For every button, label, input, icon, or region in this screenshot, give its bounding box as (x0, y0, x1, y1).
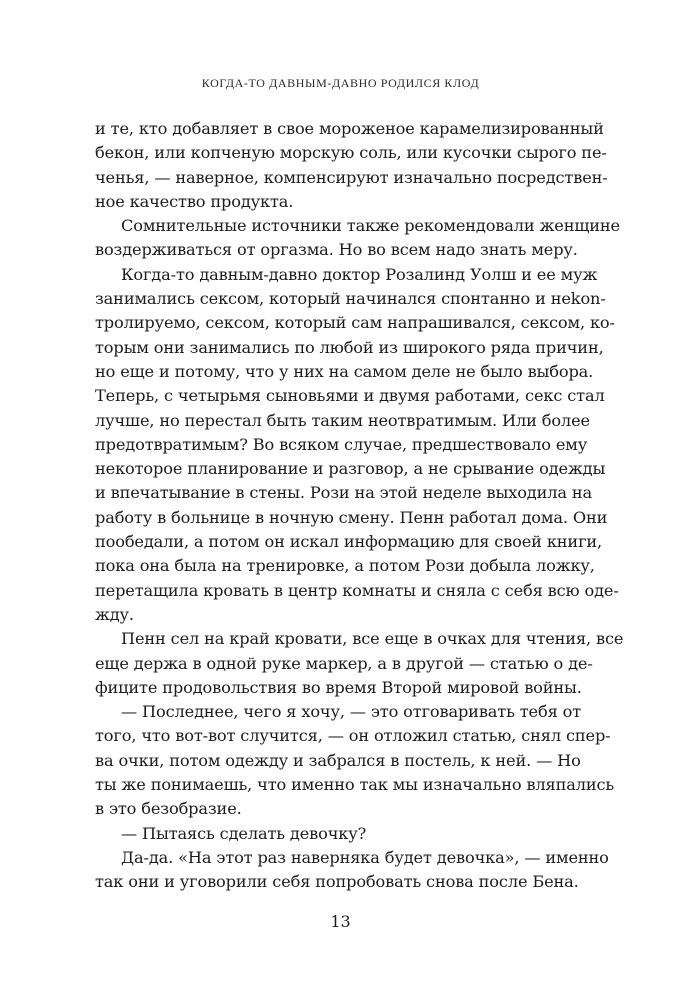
text-line: ченья, — наверное, компенсируют изначально посредствен- (95, 167, 608, 187)
text-line: Теперь, с четырьмя сыновьями и двумя работами, секс стал (95, 386, 605, 406)
text-line: тролируемо, сексом, который сам напрашивался, сексом, ко- (95, 313, 615, 333)
text-line: воздерживаться от оргазма. Но во всем надо знать меру. (95, 240, 578, 260)
text-line: торым они занимались по любой из широкого ряда причин, (95, 337, 604, 357)
text-line: ты же понимаешь, что именно так мы изначально вляпались (95, 775, 615, 795)
text-line: и те, кто добавляет в свое мороженое карамелизированный (95, 119, 604, 138)
text-line: фиците продовольствия во время Второй мировой войны. (95, 677, 582, 697)
text-line: работу в больнице в ночную смену. Пенн работал дома. Они (95, 507, 608, 527)
text-line: и впечатывание в стены. Рози на этой неделе выходила на (95, 483, 593, 503)
text-line: Сомнительные источники также рекомендовали женщине (121, 216, 620, 236)
text-line: — Пытаясь сделать девочку? (121, 823, 367, 843)
text-line: того, что вот-вот случится, — он отложил статью, снял спер- (95, 726, 611, 746)
text-line: Пенн сел на край кровати, все еще в очках для чтения, все (121, 629, 624, 649)
text-line: — Последнее, чего я хочу, — это отговаривать тебя от (121, 702, 582, 722)
text-line: пообедали, а потом он искал информацию для своей книги, (95, 532, 603, 552)
text-line: перетащила кровать в центр комнаты и сняла с себя всю оде- (95, 580, 619, 600)
text-line: бекон, или копченую морскую соль, или кусочки сырого пе- (95, 143, 607, 163)
text-line: занимались сексом, который начинался спонтанно и неkon- (95, 289, 606, 309)
text-line: некоторое планирование и разговор, а не срывание одежды (95, 459, 606, 479)
text-line: еще держа в одной руке маркер, а в другой — статью о де- (95, 653, 593, 673)
text-line: Когда-то давным-давно доктор Розалинд Уолш и ее муж (121, 264, 598, 284)
text-line: лучше, но перестал быть таким неотвратимым. Или более (95, 410, 590, 430)
text-line: ва очки, потом одежду и забрался в постель, к ней. — Но (95, 750, 581, 770)
text-line: предотвратимым? Во всяком случае, предшествовало ему (95, 434, 588, 454)
text-line: жду. (95, 604, 134, 624)
body-text (95, 117, 624, 895)
page-number: 13 (330, 912, 351, 931)
text-line: пока она была на тренировке, а потом Рози добыла ложку, (95, 556, 595, 576)
text-line: но еще и потому, что у них на самом деле не было выбора. (95, 361, 594, 381)
text-line: в это безобразие. (95, 799, 242, 819)
running-head: КОГДА-ТО ДАВНЫМ-ДАВНО РОДИЛСЯ КЛОД (201, 76, 480, 90)
text-line: так они и уговорили себя попробовать снова после Бена. (95, 872, 579, 892)
text-line: Да-да. «На этот раз наверняка будет девочка», — именно (121, 847, 609, 867)
text-line: ное качество продукта. (95, 191, 294, 211)
